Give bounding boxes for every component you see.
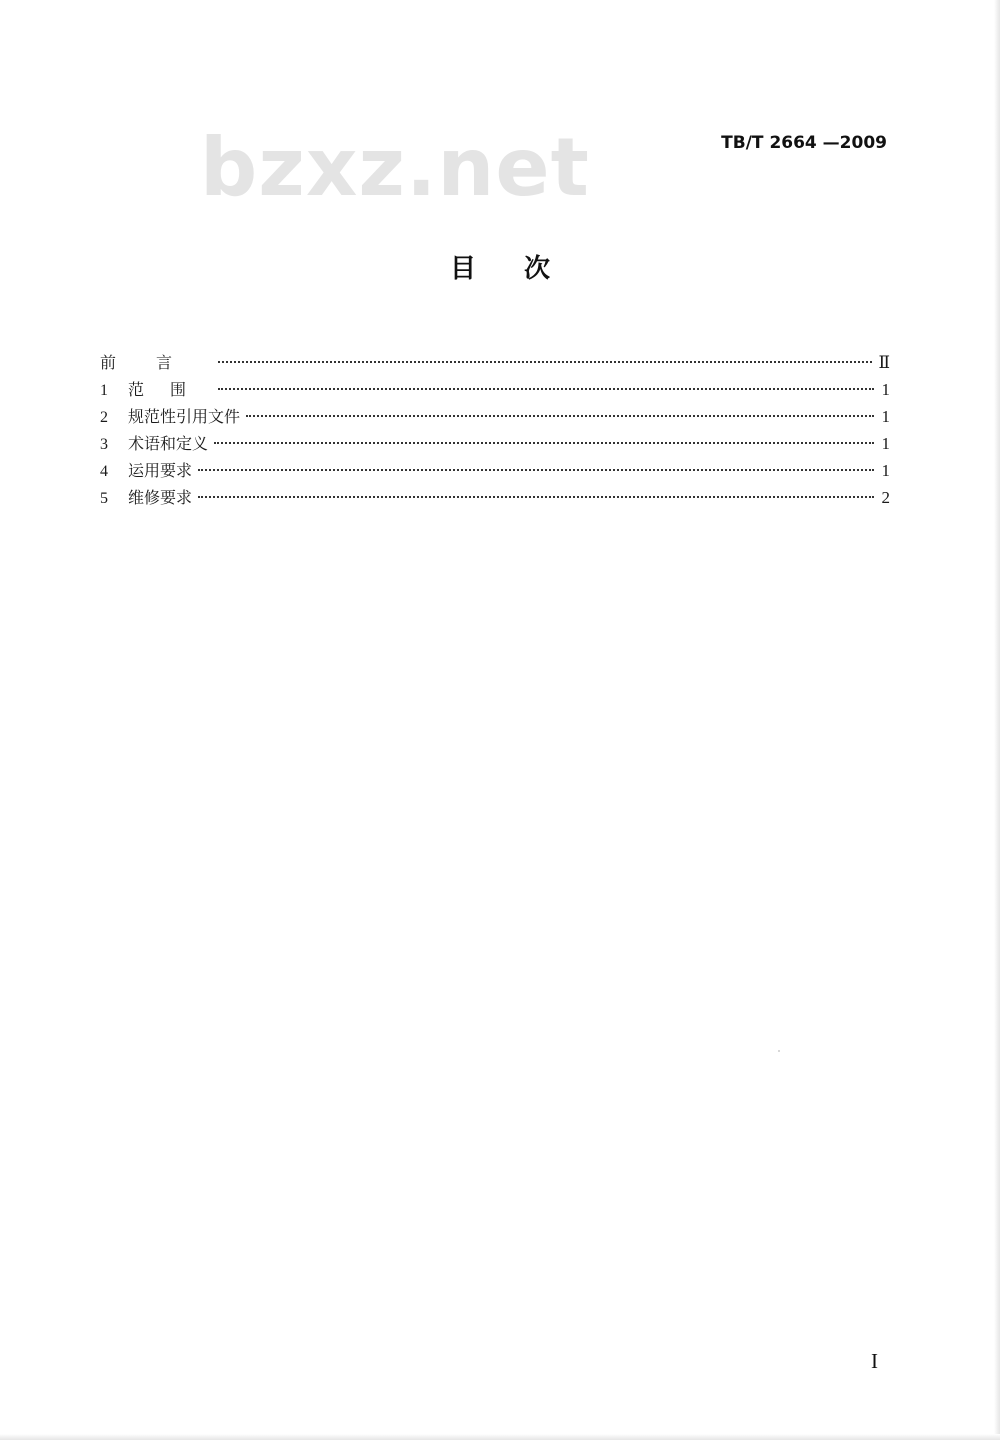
toc-entry-number: 3 <box>100 436 108 453</box>
toc-leader-dots <box>246 415 874 417</box>
toc-entry-page: Ⅱ <box>878 353 890 372</box>
toc-entry-label: 术语和定义 <box>128 434 209 453</box>
toc-leader-dots <box>198 496 874 498</box>
page-title: 目次 <box>449 254 598 284</box>
toc-leader-dots <box>214 442 874 444</box>
toc-entry-number: 1 <box>100 382 108 399</box>
toc-entry-label: 规范性引用文件 <box>128 407 241 426</box>
page-number: I <box>871 1349 878 1373</box>
page-edge-shadow-right <box>994 0 1000 1440</box>
toc-entry-number: 4 <box>100 463 108 480</box>
toc-entry-foreword[interactable] <box>100 349 890 376</box>
toc-entry-number: 5 <box>100 490 108 507</box>
page-edge-shadow-bottom <box>0 1434 1000 1440</box>
toc-entry-operation-requirements[interactable] <box>100 457 890 484</box>
toc-entry-page: 1 <box>881 434 890 453</box>
toc-entry-page: 1 <box>881 461 890 480</box>
standard-code: TB/T 2664 —2009 <box>721 133 887 153</box>
toc-entry-label: 运用要求 <box>128 461 193 480</box>
toc-entry-label: 范围 <box>128 380 213 399</box>
toc-entry-terms-definitions[interactable] <box>100 430 890 457</box>
toc-leader-dots <box>198 469 874 471</box>
table-of-contents <box>100 349 890 511</box>
toc-entry-normative-references[interactable] <box>100 403 890 430</box>
toc-entry-page: 2 <box>881 488 890 507</box>
watermark: bzxz.net <box>200 121 590 214</box>
toc-entry-scope[interactable] <box>100 376 890 403</box>
toc-entry-label: 前言 <box>100 353 213 372</box>
toc-leader-dots <box>218 388 874 390</box>
toc-leader-dots <box>218 361 872 363</box>
scan-speck <box>778 1050 780 1052</box>
toc-entry-maintenance-requirements[interactable] <box>100 484 890 511</box>
toc-entry-page: 1 <box>881 380 890 399</box>
toc-entry-label: 维修要求 <box>128 488 193 507</box>
toc-entry-number: 2 <box>100 409 108 426</box>
toc-entry-page: 1 <box>881 407 890 426</box>
